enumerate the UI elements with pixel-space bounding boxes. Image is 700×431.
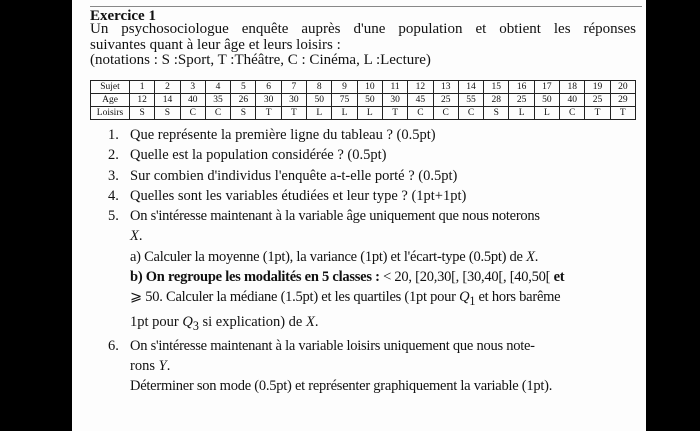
exercise-intro [90, 22, 636, 69]
table-cell: T [382, 107, 407, 120]
table-cell: 45 [408, 94, 433, 107]
table-cell: 19 [585, 81, 610, 94]
table-cell: 10 [357, 81, 382, 94]
question-5b: b) On regroupe les modalités en 5 classes : < 20, [20,30[, [30,40[, [40,50[ et [130, 269, 565, 286]
table-cell: 30 [281, 94, 306, 107]
table-cell: L [509, 107, 534, 120]
question-3 [108, 166, 635, 186]
table-cell: 2 [155, 81, 180, 94]
table-cell: C [180, 107, 205, 120]
table-cell: 40 [180, 94, 205, 107]
table-cell: 30 [382, 94, 407, 107]
table-cell: 16 [509, 81, 534, 94]
table-cell: T [610, 107, 635, 120]
table-cell: 75 [332, 94, 357, 107]
table-cell: 25 [585, 94, 610, 107]
table-cell: 29 [610, 94, 635, 107]
table-cell: T [585, 107, 610, 120]
question-text: Quelle est la population considérée ? (0.5pt) [130, 147, 387, 164]
question-variable-line: X. [130, 228, 143, 245]
table-cell: 17 [534, 81, 559, 94]
table-cell: 50 [307, 94, 332, 107]
question-1 [108, 125, 635, 145]
question-5b-cont: ⩾ 50. Calculer la médiane (1.5pt) et les quartiles (1pt pour $Q_1$ et hors barême [130, 289, 561, 309]
variable-y: Y [158, 358, 167, 375]
table-cell: 9 [332, 81, 357, 94]
table-cell: C [458, 107, 483, 120]
question-number: 1. [108, 127, 119, 143]
table-cell: 6 [256, 81, 281, 94]
table-cell: L [307, 107, 332, 120]
row-header-loisirs: Loisirs [91, 107, 130, 120]
variable-x: X [526, 248, 535, 265]
row-header-age: Age [91, 94, 130, 107]
table-cell: S [130, 107, 155, 120]
table-cell: L [534, 107, 559, 120]
table-cell: 14 [458, 81, 483, 94]
question-5 [108, 206, 635, 336]
table-cell: 18 [560, 81, 585, 94]
table-cell: 12 [408, 81, 433, 94]
table-cell: S [155, 107, 180, 120]
table-cell: 12 [130, 94, 155, 107]
question-variable-line: rons Y. [130, 358, 171, 375]
table-cell: 28 [484, 94, 509, 107]
question-2 [108, 145, 635, 165]
table-cell: 50 [357, 94, 382, 107]
top-rule [90, 6, 642, 7]
exercise-page [72, 0, 646, 431]
table-row-age [91, 94, 636, 107]
table-cell: 8 [307, 81, 332, 94]
row-header-sujet: Sujet [91, 81, 130, 94]
table-cell: T [256, 107, 281, 120]
intro-line-1: Un psychosociologue enquête auprès d'une population et obtient les réponses [90, 21, 636, 37]
question-text: Que représente la première ligne du tableau ? (0.5pt) [130, 127, 436, 143]
question-list [108, 125, 635, 397]
table-cell: C [560, 107, 585, 120]
question-text: On s'intéresse maintenant à la variable âge uniquement que nous noterons [130, 208, 540, 225]
question-number: 3. [108, 167, 119, 184]
question-number: 4. [108, 187, 119, 204]
table-cell: S [484, 107, 509, 120]
question-number: 6. [108, 337, 119, 354]
question-6 [108, 336, 635, 397]
table-cell: 35 [205, 94, 230, 107]
table-cell: C [205, 107, 230, 120]
table-cell: 11 [382, 81, 407, 94]
question-number: 5. [108, 208, 119, 225]
table-cell: 13 [433, 81, 458, 94]
question-text: On s'intéresse maintenant à la variable loisirs uniquement que nous note- [130, 337, 535, 354]
question-number: 2. [108, 147, 119, 164]
intro-line-2: suivantes quant à leur âge et leurs loisirs : [90, 36, 341, 53]
table-cell: C [433, 107, 458, 120]
data-table [90, 80, 636, 120]
table-cell: 55 [458, 94, 483, 107]
question-4 [108, 186, 635, 206]
table-cell: 7 [281, 81, 306, 94]
table-cell: 3 [180, 81, 205, 94]
table-cell: L [332, 107, 357, 120]
exercise-title: Exercice 1 [90, 8, 156, 24]
table-cell: L [357, 107, 382, 120]
table-cell: 15 [484, 81, 509, 94]
question-6-task: Déterminer son mode (0.5pt) et représenter graphiquement la variable (1pt). [130, 378, 553, 395]
table-cell: 30 [256, 94, 281, 107]
table-cell: 50 [534, 94, 559, 107]
table-cell: 40 [560, 94, 585, 107]
table-cell: 14 [155, 94, 180, 107]
table-cell: S [231, 107, 256, 120]
table-cell: 20 [610, 81, 635, 94]
table-cell: C [408, 107, 433, 120]
question-5b-end: 1pt pour $Q_3$ si explication) de X. [130, 313, 319, 333]
table-row-sujet [91, 81, 636, 94]
table-cell: 5 [231, 81, 256, 94]
table-cell: T [281, 107, 306, 120]
table-cell: 26 [231, 94, 256, 107]
intro-line-3: (notations : S :Sport, T :Théâtre, C : Cinéma, L :Lecture) [90, 52, 431, 68]
variable-x: X [130, 228, 139, 245]
table-cell: 25 [509, 94, 534, 107]
table-row-loisirs [91, 107, 636, 120]
table-cell: 4 [205, 81, 230, 94]
table-cell: 25 [433, 94, 458, 107]
question-text: Sur combien d'individus l'enquête a-t-elle porté ? (0.5pt) [130, 167, 458, 184]
table-cell: 1 [130, 81, 155, 94]
question-text: Quelles sont les variables étudiées et leur type ? (1pt+1pt) [130, 187, 467, 204]
question-5a: a) Calculer la moyenne (1pt), la variance (1pt) et l'écart-type (0.5pt) de X. [130, 248, 539, 265]
